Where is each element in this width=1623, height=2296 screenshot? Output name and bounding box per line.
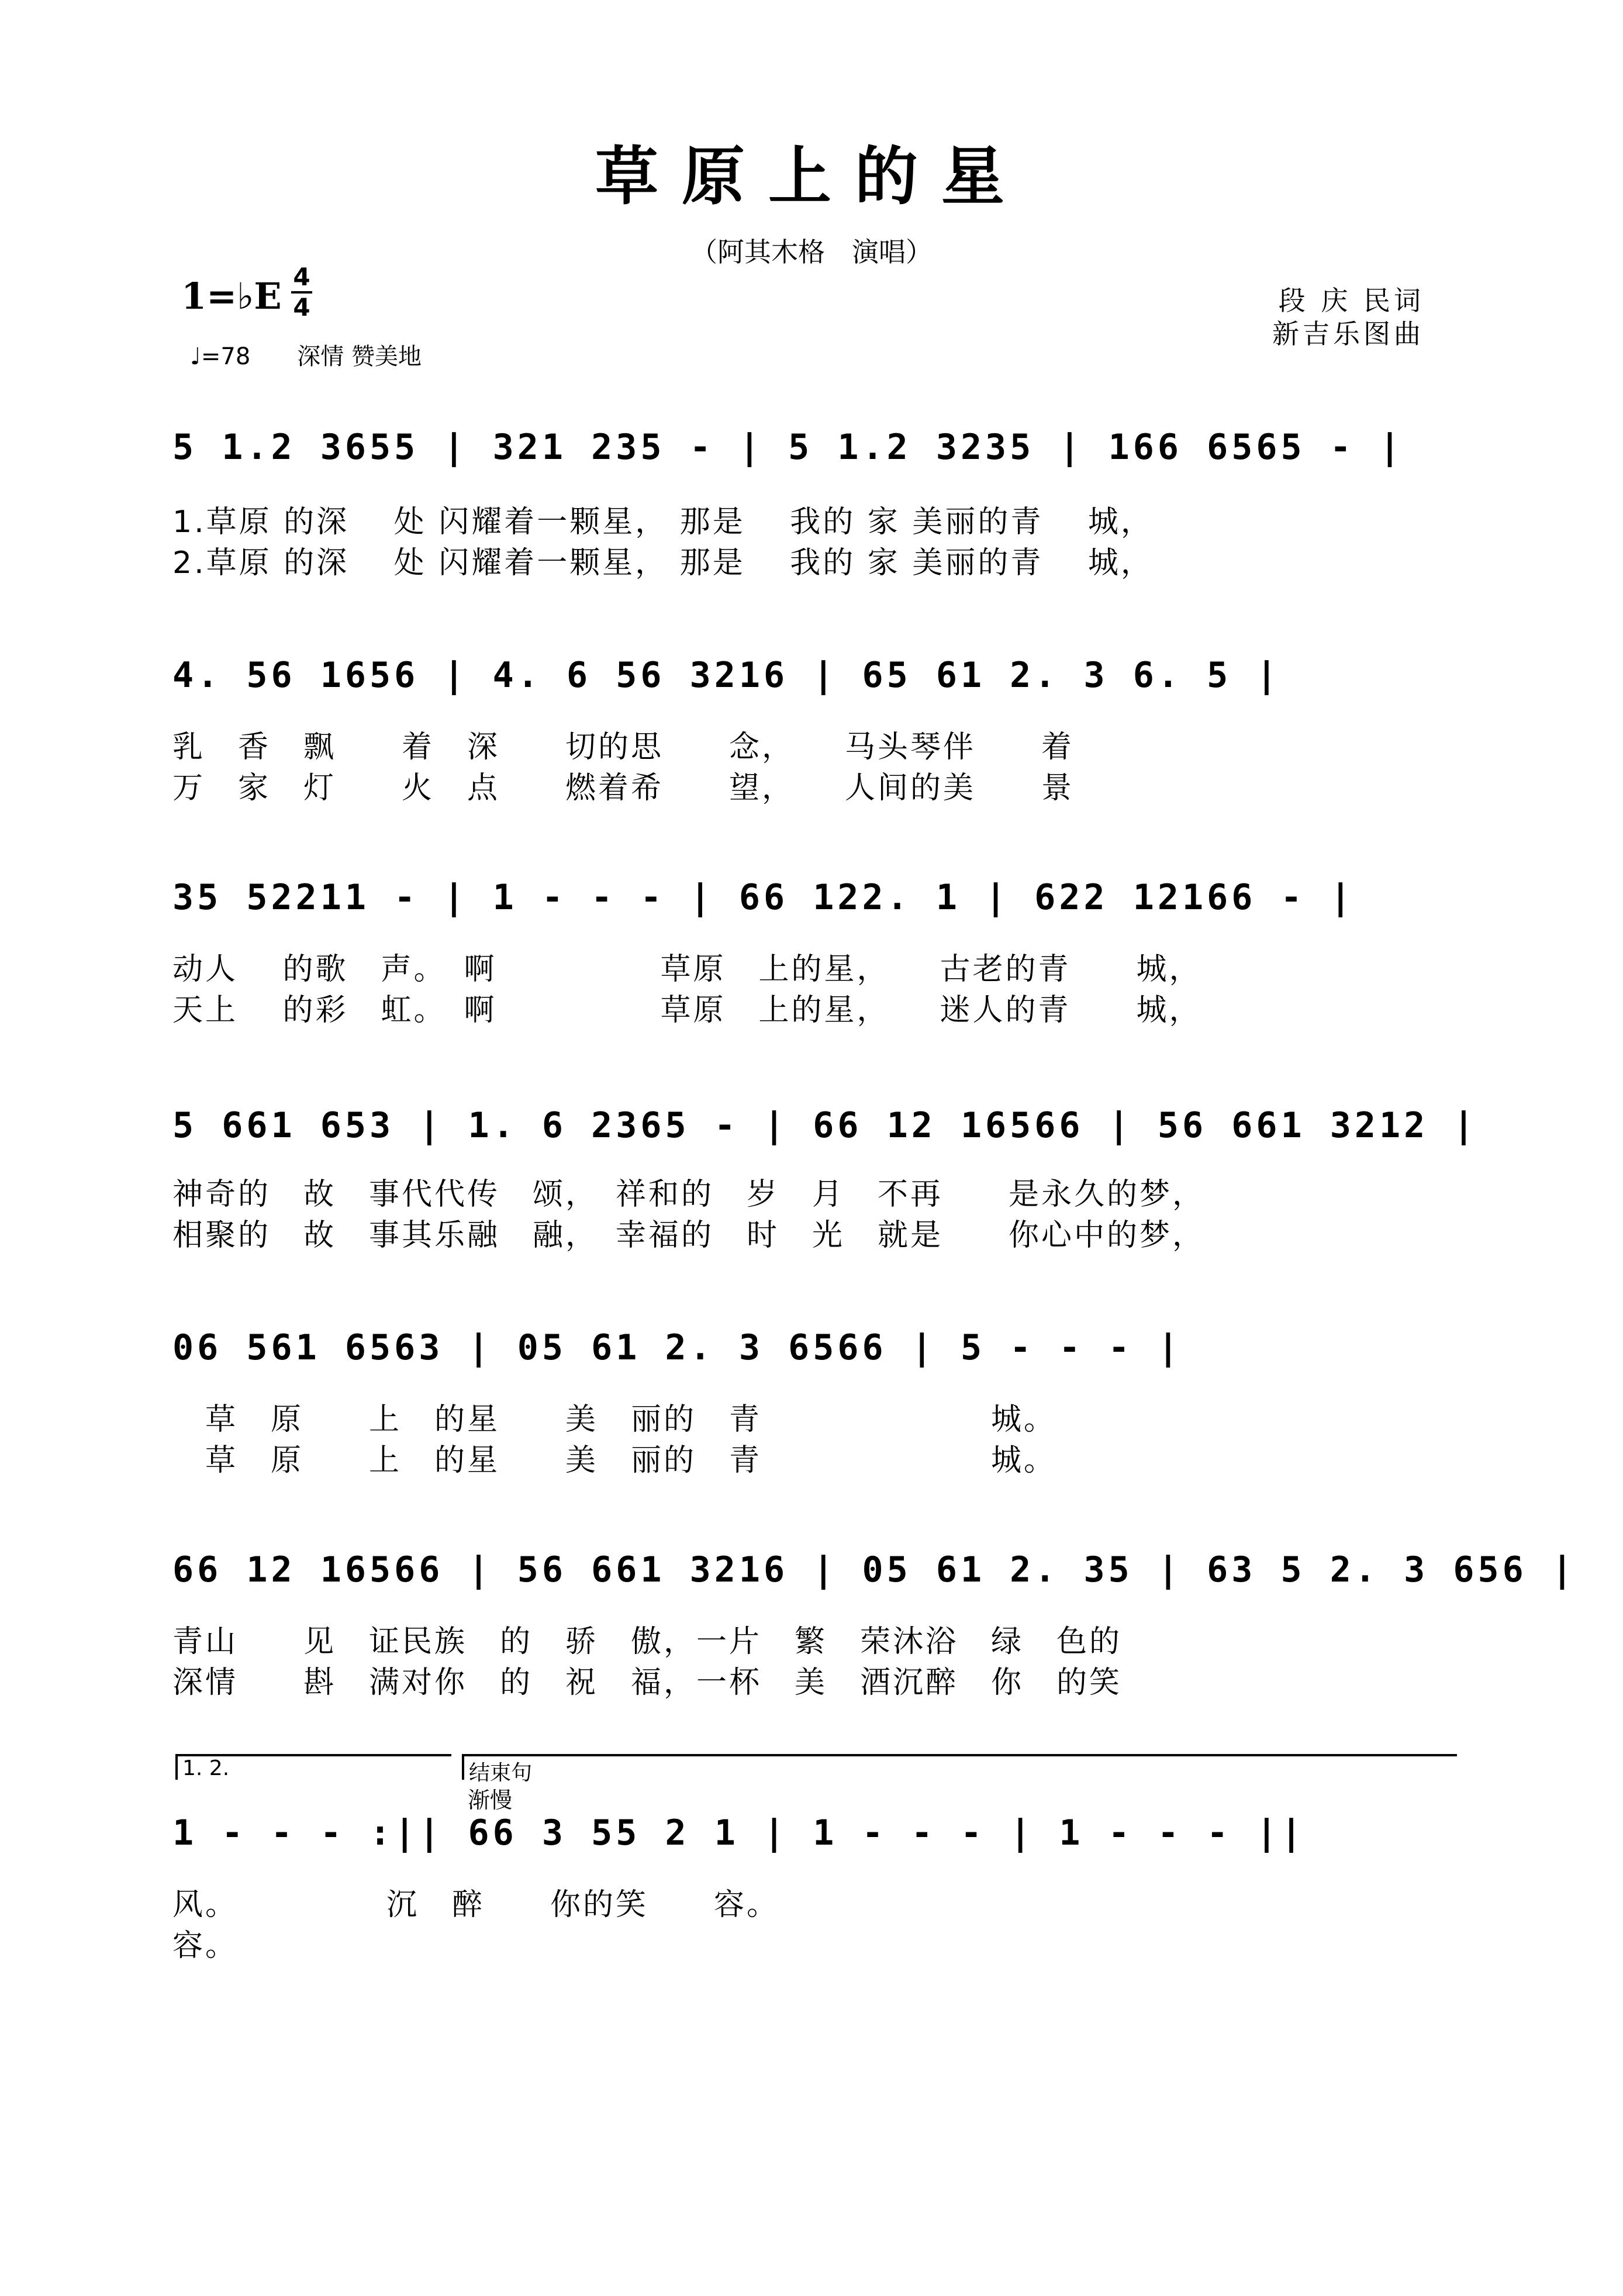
lyricist-credit: 段 庆 民词 bbox=[1278, 285, 1424, 316]
lyric-verse-2: 相聚的 故 事其乐融 融， 幸福的 时 光 就是 你心中的梦， bbox=[172, 1218, 1206, 1253]
composer-credit: 新吉乐图曲 bbox=[1272, 318, 1424, 350]
lyric-verse-1: 1.草原 的深 处 闪耀着一颗星， 那是 我的 家 美丽的青 城， bbox=[172, 505, 1154, 540]
notation: 5 661 653 | 1. 6 2365 - | 66 12 16566 | 56 661 3212 | bbox=[172, 1105, 1478, 1146]
lyric-verse-1: 动人 的歌 声。 啊 草原 上的星， 古老的青 城， bbox=[172, 952, 1202, 987]
meter-top: 4 bbox=[293, 263, 310, 291]
notes-line bbox=[172, 421, 1470, 491]
lyric-verse-1: 青山 见 证民族 的 骄 傲，一片 繁 荣沐浴 绿 色的 bbox=[172, 1624, 1123, 1659]
key-signature: 1=♭E bbox=[181, 275, 282, 317]
lyric-verse-1: 神奇的 故 事代代传 颂， 祥和的 岁 月 不再 是永久的梦， bbox=[172, 1177, 1206, 1212]
notation: 4. 56 1656 | 4. 6 56 3216 | 65 61 2. 3 6. 5 | bbox=[172, 655, 1281, 696]
lyric-verse-2: 容。 bbox=[172, 1928, 239, 1963]
tempo-marking: ♩=78 深情 赞美地 bbox=[190, 343, 422, 370]
meter-bottom: 4 bbox=[293, 293, 310, 322]
notes-line bbox=[172, 1321, 1470, 1392]
notes-line bbox=[172, 1544, 1577, 1614]
notation: 35 52211 - | 1 - - - | 66 122. 1 | 622 12166 - | bbox=[172, 877, 1355, 918]
notes-line bbox=[172, 871, 1470, 941]
time-signature bbox=[291, 264, 312, 320]
notation: 1 - - - :|| 66 3 55 2 1 | 1 - - - | 1 - - - || bbox=[172, 1812, 1306, 1853]
lyric-verse-2: 深情 斟 满对你 的 祝 福，一杯 美 酒沉醉 你 的笑 bbox=[172, 1665, 1123, 1700]
notes-line bbox=[172, 1099, 1478, 1169]
notes-line bbox=[172, 649, 1470, 719]
lyric-verse-2: 草 原 上 的星 美 丽的 青 城。 bbox=[172, 1443, 1057, 1478]
lyric-verse-2: 万 家 灯 火 点 燃着希 望， 人间的美 景 bbox=[172, 771, 1075, 806]
lyric-verse-1: 乳 香 飘 着 深 切的思 念， 马头琴伴 着 bbox=[172, 730, 1075, 765]
subtitle: （阿其木格 演唱） bbox=[690, 236, 933, 268]
notes-line bbox=[172, 1807, 1470, 1877]
lyric-verse-1: 风。 沉 醉 你的笑 容。 bbox=[172, 1887, 780, 1922]
page-title: 草原上的星 bbox=[595, 140, 1028, 213]
lyric-verse-2: 2.草原 的深 处 闪耀着一颗星， 那是 我的 家 美丽的青 城， bbox=[172, 545, 1154, 581]
notation: 06 561 6563 | 05 61 2. 3 6566 | 5 - - - | bbox=[172, 1327, 1183, 1368]
notation: 5 1.2 3655 | 321 235 - | 5 1.2 3235 | 166 6565 - | bbox=[172, 427, 1404, 468]
ending-bracket: 结束句 bbox=[462, 1754, 1457, 1780]
notation: 66 12 16566 | 56 661 3216 | 05 61 2. 35 | 63 5 2. 3 656 | bbox=[172, 1549, 1577, 1590]
tempo-change-mark: 渐慢 bbox=[468, 1787, 513, 1813]
volta-bracket: 1. 2. bbox=[175, 1754, 451, 1780]
lyric-verse-2: 天上 的彩 虹。 啊 草原 上的星， 迷人的青 城， bbox=[172, 993, 1202, 1028]
lyric-verse-1: 草 原 上 的星 美 丽的 青 城。 bbox=[172, 1402, 1057, 1437]
